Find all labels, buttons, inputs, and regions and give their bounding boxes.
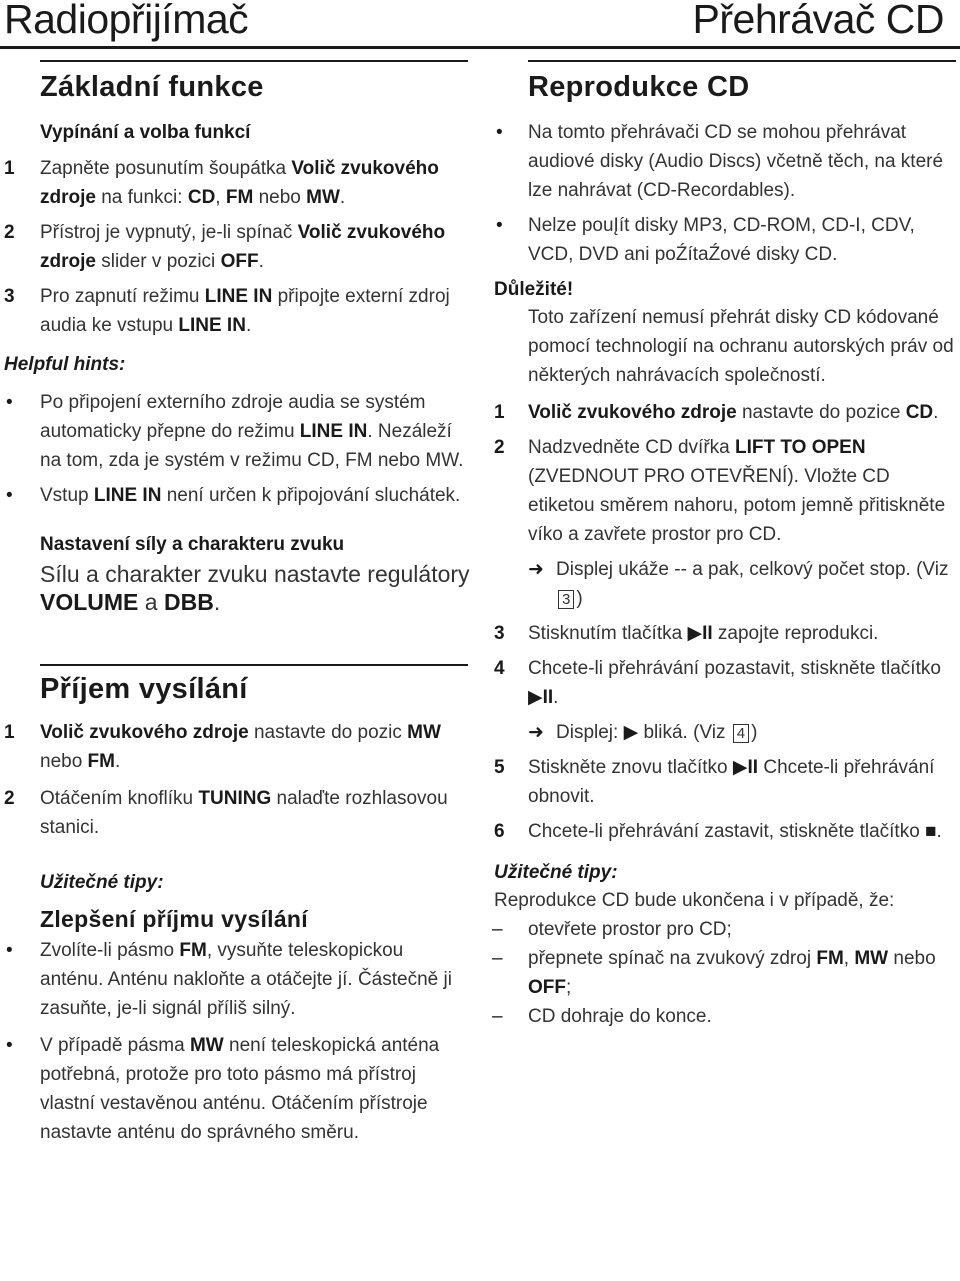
step-text: Stisknutím tlačítka	[528, 623, 688, 644]
list-item	[490, 555, 958, 613]
list-item	[0, 718, 470, 776]
list-item	[490, 753, 958, 811]
step-number: 6	[494, 821, 505, 842]
note-text: Displej ukáže -- a pak, celkový počet stop. (Viz	[556, 559, 949, 580]
list-item	[490, 654, 958, 712]
step-text: ,	[215, 187, 226, 208]
arrow-icon: ➜	[528, 722, 544, 743]
note-text: )	[576, 588, 583, 609]
tip-text: , vysuňte teleskopickou anténu. Anténu nakloňte a otáčejte jí. Částečně ji zasuňte, je-li signál příliš silný.	[40, 940, 452, 1019]
step-text: .	[933, 402, 939, 423]
volume-bold: DBB	[163, 589, 214, 615]
step-text: připojte externí zdroj audia ke vstupu	[40, 286, 450, 336]
figure-ref-box: 3	[558, 590, 574, 609]
step-text: Stiskněte znovu tlačítko	[528, 757, 733, 778]
step-bold: OFF	[220, 251, 259, 272]
list-item	[490, 718, 958, 747]
bullet: •	[6, 485, 13, 506]
tip-bold: OFF	[528, 977, 566, 998]
play-pause-icon: ▶II	[732, 757, 759, 778]
step-text: Zapněte posunutím šoupátka	[40, 158, 292, 179]
section-title-cd: Reprodukce CD	[528, 71, 750, 103]
tip-text: ,	[843, 948, 855, 969]
tip-text: není teleskopická anténa potřebná, protože pro toto pásmo má přístroj vlastní vestavěnou anténu. Otáčením přístroje nastavte anténu do správného směru.	[40, 1035, 440, 1143]
dash: –	[492, 919, 503, 940]
important-label: Důležité!	[494, 279, 574, 300]
volume-paragraph	[0, 560, 470, 616]
tip-text: ;	[566, 977, 572, 998]
hints-title: Helpful hints:	[4, 354, 126, 375]
step-bold: Volič zvukového zdroje	[40, 722, 249, 743]
section-title-basic: Základní funkce	[40, 71, 264, 103]
list-item	[0, 784, 470, 842]
step-text: Přístroj je vypnutý, je-li spínač	[40, 222, 298, 243]
section-rule	[40, 664, 468, 666]
list-item	[0, 218, 470, 276]
play-icon: ▶	[623, 722, 639, 743]
step-text: .	[339, 187, 346, 208]
tips-title: Užitečné tipy:	[494, 862, 618, 883]
step-text: .	[936, 821, 942, 842]
tip-bold: FM	[179, 940, 207, 961]
step-bold: TUNING	[198, 788, 272, 809]
tip-bold: FM	[816, 948, 844, 969]
list-item	[0, 936, 470, 1023]
tip-text: otevřete prostor pro CD;	[528, 919, 732, 940]
tip-bold: MW	[189, 1035, 224, 1056]
arrow-note	[528, 718, 958, 747]
figure-ref-box: 4	[733, 724, 749, 743]
step-text: Chcete-li přehrávání zastavit, stiskněte tlačítko	[528, 821, 926, 842]
step-bold: Volič zvukového zdroje	[40, 158, 439, 208]
step-number: 2	[4, 222, 15, 243]
step-bold: LINE IN	[204, 286, 273, 307]
step-number: 5	[494, 757, 505, 778]
step-number: 1	[494, 402, 505, 423]
step-bold: Volič zvukového zdroje	[528, 402, 737, 423]
step-bold: LIFT TO OPEN	[735, 437, 866, 458]
step-text: nastavte do pozice	[736, 402, 906, 423]
left-column	[0, 60, 470, 1147]
list-item	[0, 1031, 470, 1147]
list-item	[0, 154, 470, 212]
list-item	[0, 282, 470, 340]
list-item	[0, 481, 470, 510]
note-text: )	[751, 722, 758, 743]
hint-bold: LINE IN	[93, 485, 162, 506]
step-text: .	[553, 687, 559, 708]
bullet-text: Nelze pouĮít disky MP3, CD-ROM, CD-I, CDV, VCD, DVD ani poŹítaŹové disky CD.	[528, 215, 915, 265]
stop-icon: ■	[925, 821, 937, 842]
bullet: •	[496, 122, 503, 143]
tip-text: nebo	[888, 948, 936, 969]
volume-text: .	[213, 589, 221, 615]
tips-title: Užitečné tipy:	[40, 872, 164, 893]
step-text: nebo	[40, 751, 88, 772]
step-text: Nadzvedněte CD dvířka	[528, 437, 735, 458]
important-text: Toto zařízení nemusí přehrát disky CD kódované pomocí technologií na ochranu autorských práv od některých nahrávacích společností.	[528, 307, 954, 386]
step-number: 1	[4, 158, 15, 179]
section-title-reception: Příjem vysílání	[40, 673, 248, 705]
step-text: na funkci:	[95, 187, 188, 208]
step-text: nastavte do pozic	[248, 722, 408, 743]
tip-text: CD dohraje do konce.	[528, 1006, 712, 1027]
hint-text: není určen k připojování sluchátek.	[161, 485, 461, 506]
bullet: •	[6, 1035, 13, 1056]
section-rule	[528, 60, 956, 62]
list-item	[490, 944, 958, 1002]
list-item	[490, 433, 958, 549]
dash: –	[492, 948, 503, 969]
tip-bold: MW	[854, 948, 889, 969]
step-number: 2	[4, 788, 15, 809]
list-item	[490, 398, 958, 427]
step-bold: FM	[87, 751, 115, 772]
arrow-icon: ➜	[528, 559, 544, 580]
step-text: .	[114, 751, 121, 772]
subsection-title-improve: Zlepšení příjmu vysílání	[40, 906, 308, 932]
tip-text: Zvolíte-li pásmo	[40, 940, 180, 961]
hint-text: Vstup	[40, 485, 94, 506]
tips-text: Reprodukce CD bude ukončena i v případě, že:	[494, 890, 895, 911]
page-title-left: Radiopřijímač	[4, 0, 249, 42]
step-text: zapojte reprodukci.	[712, 623, 879, 644]
step-bold: LINE IN	[178, 315, 246, 336]
step-number: 1	[4, 722, 15, 743]
step-text: nalaďte rozhlasovou stanici.	[40, 788, 448, 838]
step-text: .	[258, 251, 264, 272]
volume-text: Sílu a charakter zvuku nastavte regulátory	[40, 561, 470, 587]
header-rule	[0, 46, 960, 49]
step-bold: MW	[407, 722, 441, 743]
step-number: 3	[494, 623, 505, 644]
bullet-text: Na tomto přehrávači CD se mohou přehrávat audiové disky (Audio Discs) včetně těch, na které lze nahrávat (CD-Recordables).	[528, 122, 944, 201]
arrow-note	[528, 555, 958, 613]
tip-text: V případě pásma	[40, 1035, 190, 1056]
page-title-right: Přehrávač CD	[692, 0, 944, 42]
list-item	[490, 211, 958, 269]
step-number: 3	[4, 286, 15, 307]
step-bold: MW	[306, 187, 340, 208]
step-number: 4	[494, 658, 505, 679]
step-text: Pro zapnutí režimu	[40, 286, 205, 307]
hint-text: Po připojení externího zdroje audia se systém automaticky přepne do režimu	[40, 392, 426, 442]
play-pause-icon: ▶II	[687, 623, 713, 644]
dash: –	[492, 1006, 503, 1027]
volume-bold: VOLUME	[40, 589, 139, 615]
step-text: nebo	[253, 187, 307, 208]
list-item	[490, 817, 958, 846]
section-rule	[40, 60, 468, 62]
step-text: Chcete-li přehrávání obnovit.	[528, 757, 935, 807]
note-text: Displej:	[556, 722, 624, 743]
list-item	[490, 118, 958, 205]
play-pause-icon: ▶II	[528, 687, 554, 708]
step-bold: FM	[225, 187, 254, 208]
bullet: •	[6, 940, 13, 961]
hint-bold: LINE IN	[299, 421, 368, 442]
step-bold: CD	[187, 187, 216, 208]
step-text: (ZVEDNOUT PRO OTEVŘENÍ). Vložte CD etiketou směrem nahoru, potom jemně přitiskněte víko a zavřete prostor pro CD.	[528, 466, 946, 545]
list-item	[490, 1002, 958, 1031]
step-number: 2	[494, 437, 505, 458]
subsection-title-volume: Nastavení síly a charakteru zvuku	[40, 534, 345, 555]
step-bold: Volič zvukového zdroje	[40, 222, 446, 272]
list-item	[490, 915, 958, 944]
tip-text: přepnete spínač na zvukový zdroj	[528, 948, 817, 969]
right-column	[490, 60, 958, 1031]
list-item	[490, 619, 958, 648]
hint-text: . Nezáleží na tom, zda je systém v režimu CD, FM nebo MW.	[40, 421, 464, 471]
step-text: Chcete-li přehrávání pozastavit, stiskněte tlačítko	[528, 658, 941, 679]
list-item	[0, 388, 470, 475]
bullet: •	[6, 392, 13, 413]
step-text: Otáčením knoflíku	[40, 788, 199, 809]
subsection-title-power: Vypínání a volba funkcí	[40, 122, 251, 143]
step-text: slider v pozici	[95, 251, 221, 272]
note-text: bliká. (Viz	[638, 722, 731, 743]
volume-text: a	[138, 589, 164, 615]
step-bold: CD	[905, 402, 934, 423]
bullet: •	[496, 215, 503, 236]
step-text: .	[245, 315, 252, 336]
